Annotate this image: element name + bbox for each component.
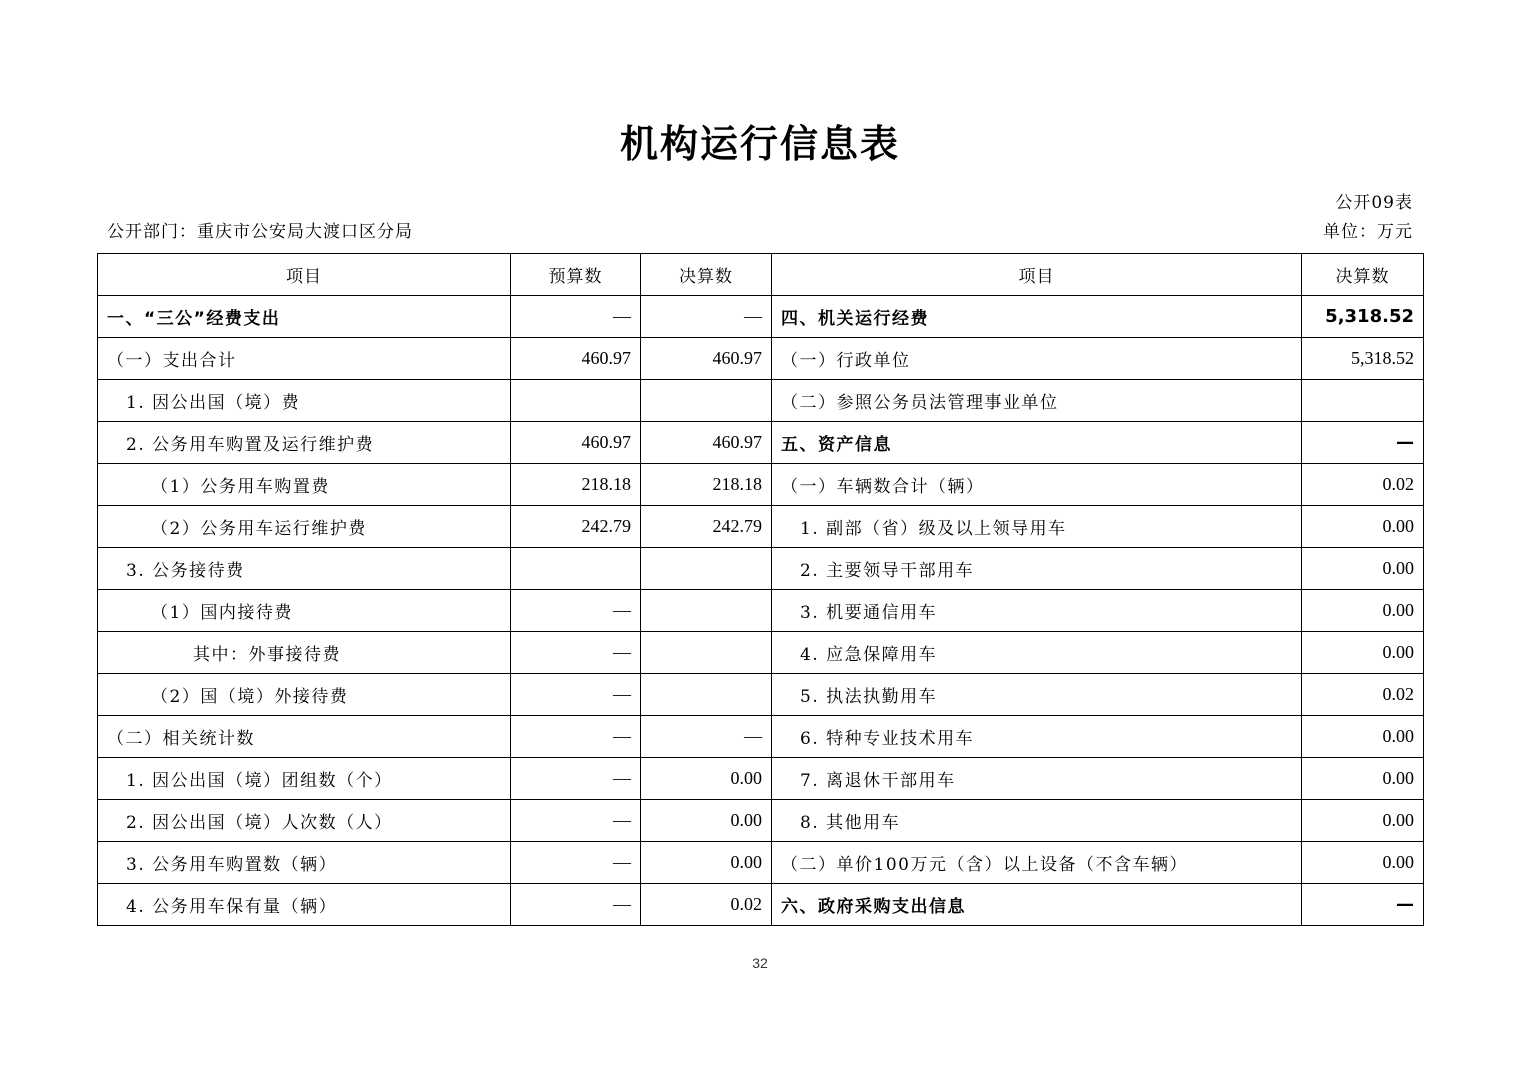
table-row [98, 674, 1424, 716]
right-item-cell: 五、资产信息 [772, 422, 1302, 464]
final-cell: 242.79 [641, 506, 772, 548]
final-cell: 0.00 [641, 758, 772, 800]
right-item-cell: （二）单价100万元（含）以上设备（不含车辆） [772, 842, 1302, 884]
final-cell [641, 674, 772, 716]
right-final-cell: 0.00 [1302, 716, 1424, 758]
right-final-cell: 0.00 [1302, 800, 1424, 842]
final-cell: 0.00 [641, 800, 772, 842]
final-cell: — [641, 716, 772, 758]
left-item-cell: （1）国内接待费 [98, 590, 511, 632]
unit-label: 单位：万元 [1323, 222, 1413, 242]
table-row [98, 800, 1424, 842]
budget-cell: — [511, 632, 641, 674]
final-cell: 218.18 [641, 464, 772, 506]
header-right-item: 项目 [772, 254, 1302, 296]
right-item-cell: 六、政府采购支出信息 [772, 884, 1302, 926]
table-row [98, 464, 1424, 506]
right-final-cell: 5,318.52 [1302, 338, 1424, 380]
left-item-cell: 3. 公务用车购置数（辆） [98, 842, 511, 884]
table-row [98, 842, 1424, 884]
left-item-cell: 2. 因公出国（境）人次数（人） [98, 800, 511, 842]
right-item-cell: （一）行政单位 [772, 338, 1302, 380]
right-item-cell: 1. 副部（省）级及以上领导用车 [772, 506, 1302, 548]
right-final-cell [1302, 380, 1424, 422]
left-item-cell: （2）公务用车运行维护费 [98, 506, 511, 548]
right-final-cell: 0.00 [1302, 632, 1424, 674]
left-item-cell: （2）国（境）外接待费 [98, 674, 511, 716]
budget-cell: 218.18 [511, 464, 641, 506]
right-final-cell: 0.00 [1302, 758, 1424, 800]
header-budget: 预算数 [511, 254, 641, 296]
table-row [98, 884, 1424, 926]
table-row [98, 590, 1424, 632]
page-number: 32 [752, 955, 768, 971]
left-item-cell: 1. 因公出国（境）团组数（个） [98, 758, 511, 800]
table-row [98, 296, 1424, 338]
budget-cell: — [511, 758, 641, 800]
left-item-cell: 2. 公务用车购置及运行维护费 [98, 422, 511, 464]
final-cell: — [641, 296, 772, 338]
left-item-cell: 一、“三公”经费支出 [98, 296, 511, 338]
right-item-cell: 四、机关运行经费 [772, 296, 1302, 338]
right-final-cell: 0.00 [1302, 548, 1424, 590]
final-cell [641, 590, 772, 632]
right-final-cell: 0.00 [1302, 842, 1424, 884]
final-cell: 0.02 [641, 884, 772, 926]
header-final: 决算数 [641, 254, 772, 296]
budget-cell: — [511, 296, 641, 338]
table-row [98, 506, 1424, 548]
budget-cell [511, 380, 641, 422]
info-table [97, 253, 1424, 926]
right-final-cell: 0.02 [1302, 464, 1424, 506]
right-item-cell: 5. 执法执勤用车 [772, 674, 1302, 716]
right-item-cell: 7. 离退休干部用车 [772, 758, 1302, 800]
header-right-final: 决算数 [1302, 254, 1424, 296]
table-row [98, 338, 1424, 380]
budget-cell: — [511, 884, 641, 926]
budget-cell: 460.97 [511, 422, 641, 464]
table-row [98, 716, 1424, 758]
left-item-cell: 3. 公务接待费 [98, 548, 511, 590]
right-final-cell: 0.00 [1302, 506, 1424, 548]
budget-cell: — [511, 842, 641, 884]
final-cell: 0.00 [641, 842, 772, 884]
budget-cell: — [511, 590, 641, 632]
left-item-cell: 4. 公务用车保有量（辆） [98, 884, 511, 926]
page-title: 机构运行信息表 [619, 122, 900, 166]
department-label: 公开部门：重庆市公安局大渡口区分局 [107, 222, 413, 242]
table-row [98, 380, 1424, 422]
right-item-cell: （二）参照公务员法管理事业单位 [772, 380, 1302, 422]
left-item-cell: （二）相关统计数 [98, 716, 511, 758]
budget-cell: 460.97 [511, 338, 641, 380]
right-item-cell: 8. 其他用车 [772, 800, 1302, 842]
table-row [98, 632, 1424, 674]
form-number: 公开09表 [1335, 193, 1413, 213]
right-final-cell: 0.02 [1302, 674, 1424, 716]
budget-cell [511, 548, 641, 590]
right-item-cell: 6. 特种专业技术用车 [772, 716, 1302, 758]
budget-cell: — [511, 674, 641, 716]
final-cell: 460.97 [641, 338, 772, 380]
final-cell: 460.97 [641, 422, 772, 464]
final-cell [641, 548, 772, 590]
budget-cell: — [511, 716, 641, 758]
final-cell [641, 380, 772, 422]
right-final-cell: 0.00 [1302, 590, 1424, 632]
table-row [98, 422, 1424, 464]
table-row [98, 758, 1424, 800]
left-item-cell: （一）支出合计 [98, 338, 511, 380]
right-item-cell: 2. 主要领导干部用车 [772, 548, 1302, 590]
table-row [98, 548, 1424, 590]
right-final-cell: — [1302, 422, 1424, 464]
final-cell [641, 632, 772, 674]
left-item-cell: （1）公务用车购置费 [98, 464, 511, 506]
budget-cell: — [511, 800, 641, 842]
left-item-cell: 1. 因公出国（境）费 [98, 380, 511, 422]
table-header-row [98, 254, 1424, 296]
right-item-cell: （一）车辆数合计（辆） [772, 464, 1302, 506]
left-item-cell: 其中：外事接待费 [98, 632, 511, 674]
right-item-cell: 3. 机要通信用车 [772, 590, 1302, 632]
header-left-item: 项目 [98, 254, 511, 296]
right-final-cell: — [1302, 884, 1424, 926]
right-final-cell: 5,318.52 [1302, 296, 1424, 338]
right-item-cell: 4. 应急保障用车 [772, 632, 1302, 674]
budget-cell: 242.79 [511, 506, 641, 548]
table-body [98, 296, 1424, 926]
